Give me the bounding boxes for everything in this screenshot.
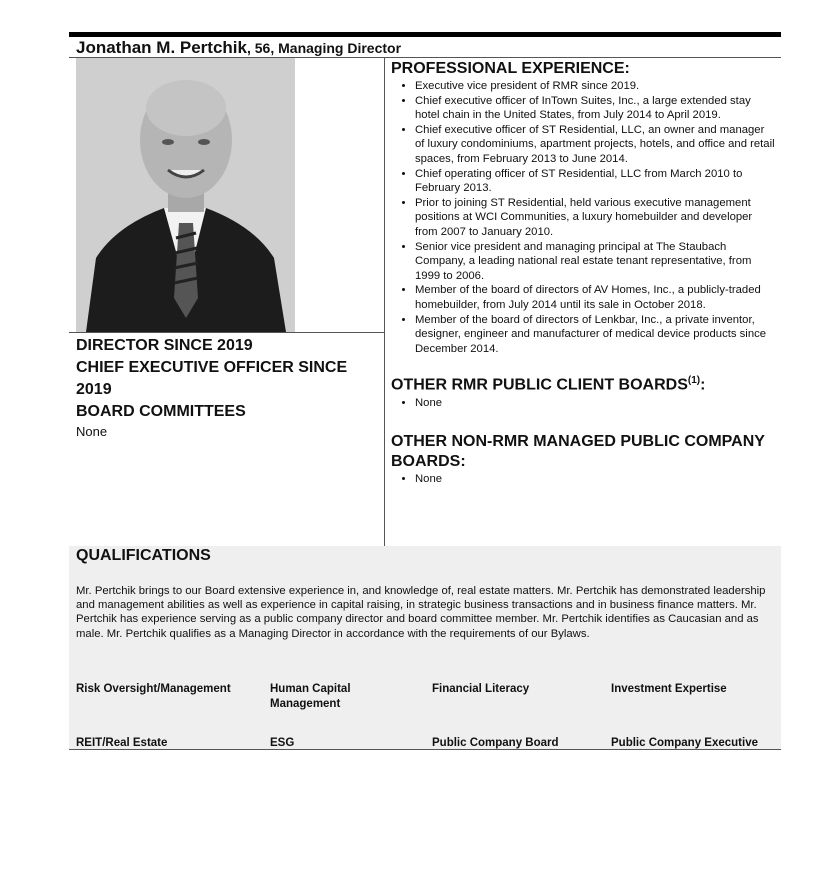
director-photo bbox=[76, 58, 295, 332]
nonrmr-boards-list bbox=[391, 472, 776, 487]
skill-item: Financial Literacy bbox=[432, 683, 530, 695]
skill-item: Investment Expertise bbox=[611, 683, 727, 695]
footnote-marker: (1) bbox=[687, 375, 701, 387]
list-item: • Prior to joining ST Residential, held various executive management positions at WCI Communities, a luxury homebuilder and developer from 2007 to January 2010. bbox=[415, 196, 776, 240]
list-item: • None bbox=[415, 396, 776, 411]
skill-item: REIT/Real Estate bbox=[76, 737, 168, 749]
column-divider bbox=[384, 57, 385, 546]
director-since: DIRECTOR SINCE 2019 bbox=[76, 337, 253, 354]
list-item: • Chief executive officer of ST Residential, LLC, an owner and manager of luxury condominiums, apartment projects, hotels, and office and retail spaces, from February 2013 to June 2014. bbox=[415, 123, 776, 167]
list-item: • Chief executive officer of InTown Suites, Inc., a large extended stay hotel chain in the United States, from July 2014 to April 2019. bbox=[415, 94, 776, 123]
experience-column bbox=[391, 59, 776, 487]
qualifications-text: Mr. Pertchik brings to our Board extensive experience in, and knowledge of, real estate matters. Mr. Pertchik has demonstrated leadership and management abilities as well as experience in capital raising, in strategic business transactions and in business finance matters. Mr. Pertchik has experience serving as a public company director and board committee member. Mr. Pertchik identifies as Caucasian and as male. Mr. Pertchik qualifies as a Managing Director in accordance with the requirements of our Bylaws. bbox=[76, 585, 766, 640]
rmr-boards-title: OTHER RMR PUBLIC CLIENT BOARDS$^{(1)}$: bbox=[391, 375, 706, 394]
photo-rule bbox=[69, 332, 384, 333]
skill-item: Risk Oversight/Management bbox=[76, 683, 231, 695]
board-committees-value: None bbox=[76, 424, 108, 439]
director-summary bbox=[76, 335, 376, 441]
experience-list bbox=[391, 79, 776, 356]
list-item: • Member of the board of directors of AV Homes, Inc., a publicly-traded homebuilder, from July 2014 until its sale in October 2018. bbox=[415, 283, 776, 312]
professional-experience-title: PROFESSIONAL EXPERIENCE: bbox=[391, 60, 630, 77]
skill-item: ESG bbox=[270, 737, 295, 749]
ceo-since: CHIEF EXECUTIVE OFFICER SINCE 2019 bbox=[76, 359, 348, 398]
qualifications-title: QUALIFICATIONS bbox=[76, 547, 211, 564]
skill-item: Human Capital Management bbox=[270, 683, 351, 710]
list-item: • Chief operating officer of ST Residential, LLC from March 2010 to February 2013. bbox=[415, 167, 776, 196]
skill-item: Public Company Board bbox=[432, 737, 559, 749]
board-committees-title: BOARD COMMITTEES bbox=[76, 403, 246, 420]
director-name: Jonathan M. Pertchik bbox=[76, 38, 247, 57]
qualifications-panel bbox=[69, 546, 781, 749]
list-item: • None bbox=[415, 472, 776, 487]
nonrmr-boards-title: OTHER NON-RMR MANAGED PUBLIC COMPANY BOARDS: bbox=[391, 433, 765, 471]
list-item: • Senior vice president and managing principal at The Staubach Company, a leading national real estate tenant representative, from 1999 to 2006. bbox=[415, 240, 776, 284]
director-detail: , 56, Managing Director bbox=[246, 40, 402, 56]
rmr-boards-list bbox=[391, 396, 776, 411]
bottom-rule bbox=[69, 749, 781, 750]
director-header bbox=[76, 38, 401, 58]
skill-item: Public Company Executive bbox=[611, 737, 758, 749]
list-item: • Member of the board of directors of Lenkbar, Inc., a private inventor, designer, engineer and manufacturer of medical device products since December 2014. bbox=[415, 313, 776, 357]
list-item: • Executive vice president of RMR since 2019. bbox=[415, 79, 776, 94]
top-rule bbox=[69, 32, 781, 37]
